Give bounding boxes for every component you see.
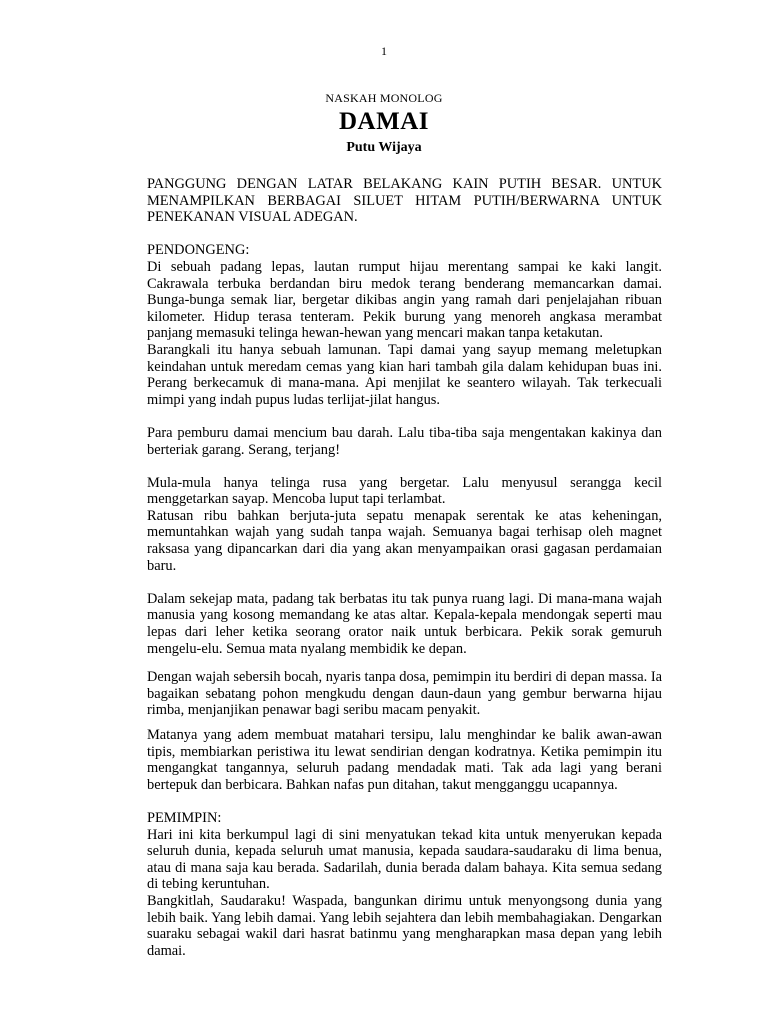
document-body <box>147 176 662 959</box>
document-kicker: NASKAH MONOLOG <box>325 91 443 105</box>
paragraph: Mula-mula hanya telinga rusa yang bergetar. Lalu menyusul serangga kecil menggetarkan sayap. Mencoba luput tapi terlambat. <box>147 474 662 508</box>
speaker-label-pendongeng: PENDONGENG: <box>147 242 250 259</box>
paragraph: Ratusan ribu bahkan berjuta-juta sepatu menapak serentak ke atas keheningan, memuntahkan wajah yang sudah tanpa wajah. Semuanya bagai terhisap oleh magnet raksasa yang dipancarkan dari dia yang akan menyampaikan orasi gagasan perdamaian baru. <box>147 507 662 574</box>
paragraph: Bangkitlah, Saudaraku! Waspada, bangunkan dirimu untuk menyongsong dunia yang lebih baik. Yang lebih damai. Yang lebih sejahtera dan lebih membahagiakan. Dengarkan suaraku sebagai wakil dari hasrat batinmu yang mengharapkan masa depan yang lebih damai. <box>147 892 662 959</box>
document-author: Putu Wijaya <box>346 140 422 155</box>
page-number: 1 <box>381 44 387 58</box>
document-title: DAMAI <box>339 108 429 135</box>
paragraph: Hari ini kita berkumpul lagi di sini menyatukan tekad kita untuk menyerukan kepada seluruh dunia, kepada seluruh umat manusia, kepada saudara-saudaraku di lima benua, atau di mana saja kau berada. Sadarilah, dunia berada dalam bahaya. Kita semua sedang di tebing keruntuhan. <box>147 826 662 893</box>
stage-direction: PANGGUNG DENGAN LATAR BELAKANG KAIN PUTIH BESAR. UNTUK MENAMPILKAN BERBAGAI SILUET HITAM PUTIH/BERWARNA UNTUK PENEKANAN VISUAL ADEGAN. <box>147 176 662 226</box>
speaker-label-pemimpin: PEMIMPIN: <box>147 809 222 826</box>
paragraph: Barangkali itu hanya sebuah lamunan. Tapi damai yang sayup memang meletupkan keindahan untuk meredam cemas yang kian hari tambah gila dalam kehidupan buas ini. Perang berkecamuk di mana-mana. Api menjilat ke seantero wilayah. Tak terkecuali mimpi yang indah pupus ludas terlijat-jilat hangus. <box>147 341 662 408</box>
paragraph: Di sebuah padang lepas, lautan rumput hijau merentang sampai ke kaki langit. Cakrawala terbuka berdandan biru medok terang benderang memancarkan damai. Bunga-bunga semak liar, bergetar dikibas angin yang ramah dari penjelajahan ribuan kilometer. Hidup terasa tenteram. Pekik burung yang menoreh angkasa merambat panjang memasuki telinga hewan-hewan yang mencari makan tanpa ketakutan. <box>147 258 662 342</box>
document-header <box>0 91 768 156</box>
paragraph: Para pemburu damai mencium bau darah. Lalu tiba-tiba saja mengentakan kakinya dan berteriak garang. Serang, terjang! <box>147 424 662 458</box>
paragraph: Matanya yang adem membuat matahari tersipu, lalu menghindar ke balik awan-awan tipis, membiarkan peristiwa itu lewat sendirian dengan kodratnya. Ketika pemimpin itu mengangkat tangannya, seluruh padang mendadak mati. Tak ada lagi yang berani bertepuk dan berbicara. Bahkan nafas pun ditahan, takut mengganggu ucapannya. <box>147 727 662 793</box>
paragraph: Dengan wajah sebersih bocah, nyaris tanpa dosa, pemimpin itu berdiri di depan massa. Ia bagaikan sebatang pohon mengkudu dengan daun-daun yang gembur berwarna hijau rimba, menjanjikan penawar bagi seribu macam penyakit. <box>147 669 662 719</box>
paragraph: Dalam sekejap mata, padang tak berbatas itu tak punya ruang lagi. Di mana-mana wajah manusia yang kosong memandang ke atas altar. Kepala-kepala mendongak seperti mau lepas dari leher ketika seorang orator naik untuk berbicara. Pekik sorak gemuruh mengelu-elu. Semua mata nyalang membidik ke depan. <box>147 590 662 657</box>
